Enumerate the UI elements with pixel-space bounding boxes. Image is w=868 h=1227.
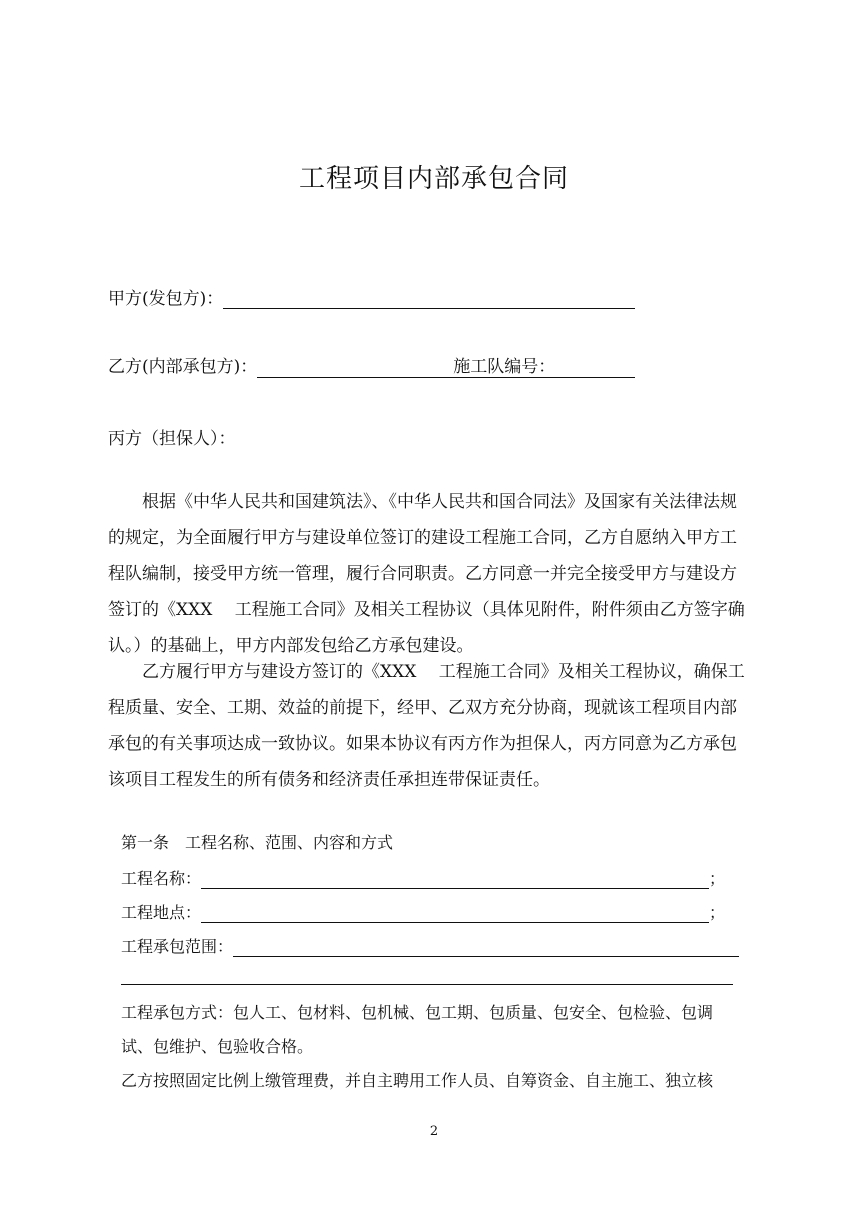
project-location-blank[interactable] — [201, 902, 709, 923]
para2-line: 承包的有关事项达成一致协议。如果本协议有丙方作为担保人，丙方同意为乙方承包 — [108, 734, 737, 754]
page-number: 2 — [429, 1124, 439, 1139]
semicolon: ； — [709, 869, 726, 888]
party-b-label: 乙方(内部承包方)： — [108, 357, 258, 377]
party-a-row — [108, 284, 635, 309]
party-a-blank[interactable] — [223, 288, 635, 309]
method-line: 工程承包方式：包人工、包材料、包机械、包工期、包质量、包安全、包检验、包调 — [121, 1003, 714, 1022]
project-name-row — [121, 866, 725, 889]
project-location-row — [121, 900, 725, 923]
para2-line: 该项目工程发生的所有债务和经济责任承担连带保证责任。 — [108, 770, 550, 790]
scope-blank-continued[interactable] — [121, 984, 733, 985]
team-no-blank[interactable] — [555, 357, 635, 378]
party-b-row — [108, 352, 635, 378]
party-a-label: 甲方(发包方)： — [108, 289, 224, 309]
para1-line: 签订的《XXX 工程施工合同》及相关工程协议（具体见附件，附件须由乙方签字确 — [108, 600, 745, 620]
method-line: 试、包维护、包验收合格。 — [121, 1037, 314, 1056]
para1-line: 的规定，为全面履行甲方与建设单位签订的建设工程施工合同，乙方自愿纳入甲方工 — [108, 528, 737, 548]
document-title: 工程项目内部承包合同 — [298, 164, 569, 194]
para1-line: 认。）的基础上，甲方内部发包给乙方承包建设。 — [108, 636, 474, 656]
project-location-label: 工程地点： — [121, 903, 202, 922]
team-no-label: 施工队编号： — [453, 352, 555, 378]
scope-blank[interactable] — [233, 936, 739, 957]
semicolon: ； — [709, 903, 726, 922]
party-c-label: 丙方（担保人）： — [108, 429, 236, 449]
scope-label: 工程承包范围： — [121, 937, 234, 956]
preamble-paragraph-2 — [108, 654, 768, 798]
project-name-label: 工程名称： — [121, 869, 202, 888]
para2-line: 乙方履行甲方与建设方签订的《XXX 工程施工合同》及相关工程协议，确保工 — [108, 662, 745, 682]
scope-row — [121, 934, 739, 957]
preamble-paragraph-1 — [108, 484, 768, 664]
party-b-blank[interactable] — [257, 357, 453, 378]
management-fee-text: 乙方按照固定比例上缴管理费，并自主聘用工作人员、自筹资金、自主施工、独立核 — [121, 1071, 714, 1090]
article-1-heading: 第一条 工程名称、范围、内容和方式 — [121, 833, 394, 852]
contract-method — [121, 996, 769, 1064]
para1-line: 根据《中华人民共和国建筑法》、《中华人民共和国合同法》及国家有关法律法规 — [108, 492, 737, 512]
para2-line: 程质量、安全、工期、效益的前提下，经甲、乙双方充分协商，现就该工程项目内部 — [108, 698, 737, 718]
para1-line: 程队编制，接受甲方统一管理，履行合同职责。乙方同意一并完全接受甲方与建设方 — [108, 564, 737, 584]
project-name-blank[interactable] — [201, 868, 709, 889]
